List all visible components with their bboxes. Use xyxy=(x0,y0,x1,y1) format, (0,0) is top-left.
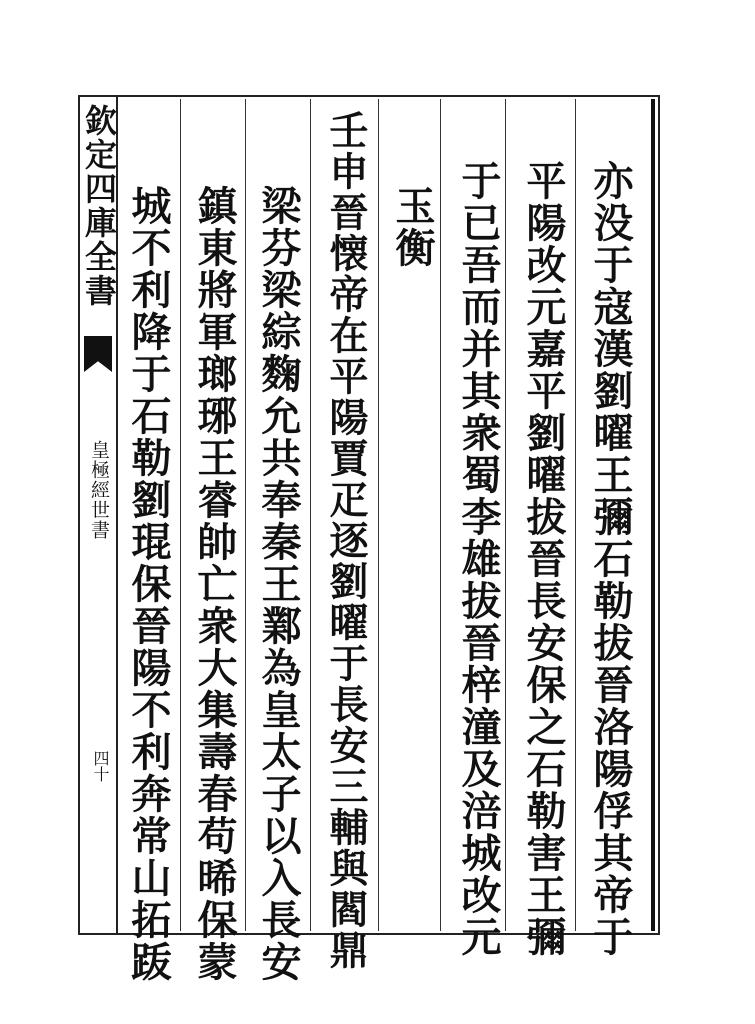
text-column-1: 亦没于寇漢劉曜王彌石勒拔晉洛陽俘其帝于 xyxy=(587,160,634,958)
text-column-8: 城不利降于石勒劉琨保晉陽不利奔常山拓䟦 xyxy=(125,185,172,983)
margin-title: 欽定四庫全書 xyxy=(80,104,118,308)
text-column-4: 玉衡 xyxy=(389,185,436,269)
column-rule xyxy=(378,99,379,931)
text-column-7: 鎮東將軍瑯琊王睿帥亡衆大集壽春苟晞保蒙 xyxy=(191,185,238,983)
text-column-5: 壬申晉懐帝在平陽賈疋逐劉曜于長安三輔與閻鼎 xyxy=(323,110,369,971)
margin-page-number: 四十 xyxy=(91,750,110,782)
column-rule xyxy=(180,99,181,931)
text-column-2: 平陽改元嘉平劉曜拔晉長安保之石勒害王彌 xyxy=(520,160,567,958)
column-rule xyxy=(245,99,246,931)
column-rule xyxy=(505,99,506,931)
text-column-6: 梁芬梁綜麴允共奉秦王鄴為皇太子以入長安 xyxy=(255,185,302,983)
text-column-3: 于已吾而并其衆蜀李雄拔晉梓潼及涪城改元 xyxy=(455,160,502,958)
column-rule xyxy=(575,99,576,931)
margin-book-title: 皇極經世書 xyxy=(88,440,110,540)
column-rule xyxy=(440,99,441,931)
column-rule xyxy=(310,99,311,931)
